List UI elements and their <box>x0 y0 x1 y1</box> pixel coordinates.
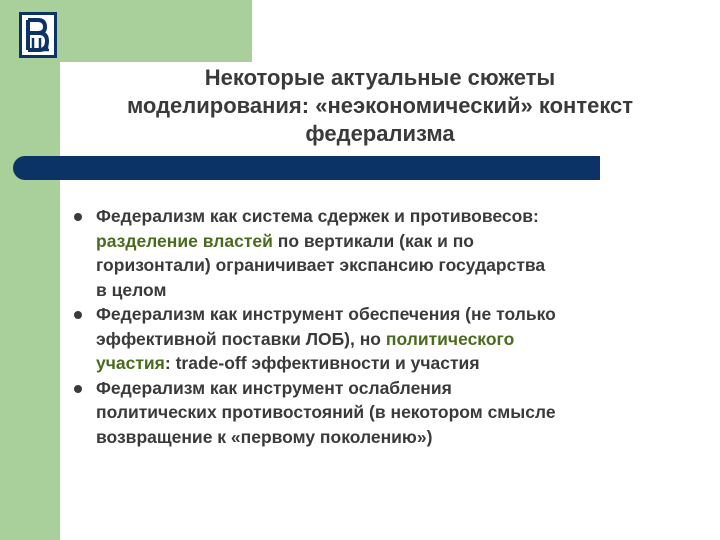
highlighted-term: участия <box>96 353 165 373</box>
green-frame-column <box>0 0 60 540</box>
slide-title-line: федерализма <box>305 121 455 146</box>
bullet-line <box>96 327 714 352</box>
bullet-line: возвращение к «первому поколению») <box>96 426 433 447</box>
slide-title-line: Некоторые актуальные сюжеты <box>204 65 556 90</box>
bullet-line: Федерализм как инструмент ослабления <box>96 377 452 398</box>
bullet-dot-icon <box>74 385 82 393</box>
bullet-line: горизонтали) ограничивает экспансию государства <box>96 255 546 275</box>
hse-logo-icon <box>19 12 57 58</box>
bullet-text: : trade-off эффективности и участия <box>164 353 480 373</box>
bullet-line <box>96 229 714 254</box>
highlighted-term: политического <box>385 328 515 349</box>
bullet-list <box>74 204 714 449</box>
bullet-item <box>74 376 714 450</box>
bullet-item <box>74 302 714 376</box>
highlighted-term: разделение властей <box>96 230 273 251</box>
bullet-line: Федерализм как инструмент обеспечения (не только <box>96 304 556 324</box>
title-divider-bar <box>13 156 600 180</box>
bullet-item <box>74 204 714 302</box>
bullet-dot-icon <box>74 213 82 221</box>
slide-title <box>60 64 700 148</box>
bullet-line <box>96 351 714 376</box>
bullet-line: Федерализм как система сдержек и противовесов: <box>96 206 539 226</box>
bullet-text: по вертикали (как и по <box>272 230 474 251</box>
bullet-text: эффективной поставки ЛОБ), но <box>96 328 386 349</box>
slide-title-line: моделирования: «неэкономический» контекст <box>126 93 634 118</box>
bullet-dot-icon <box>74 311 82 319</box>
bullet-line: политических противостояний (в некотором смысле <box>96 402 556 422</box>
bullet-line: в целом <box>96 279 167 300</box>
